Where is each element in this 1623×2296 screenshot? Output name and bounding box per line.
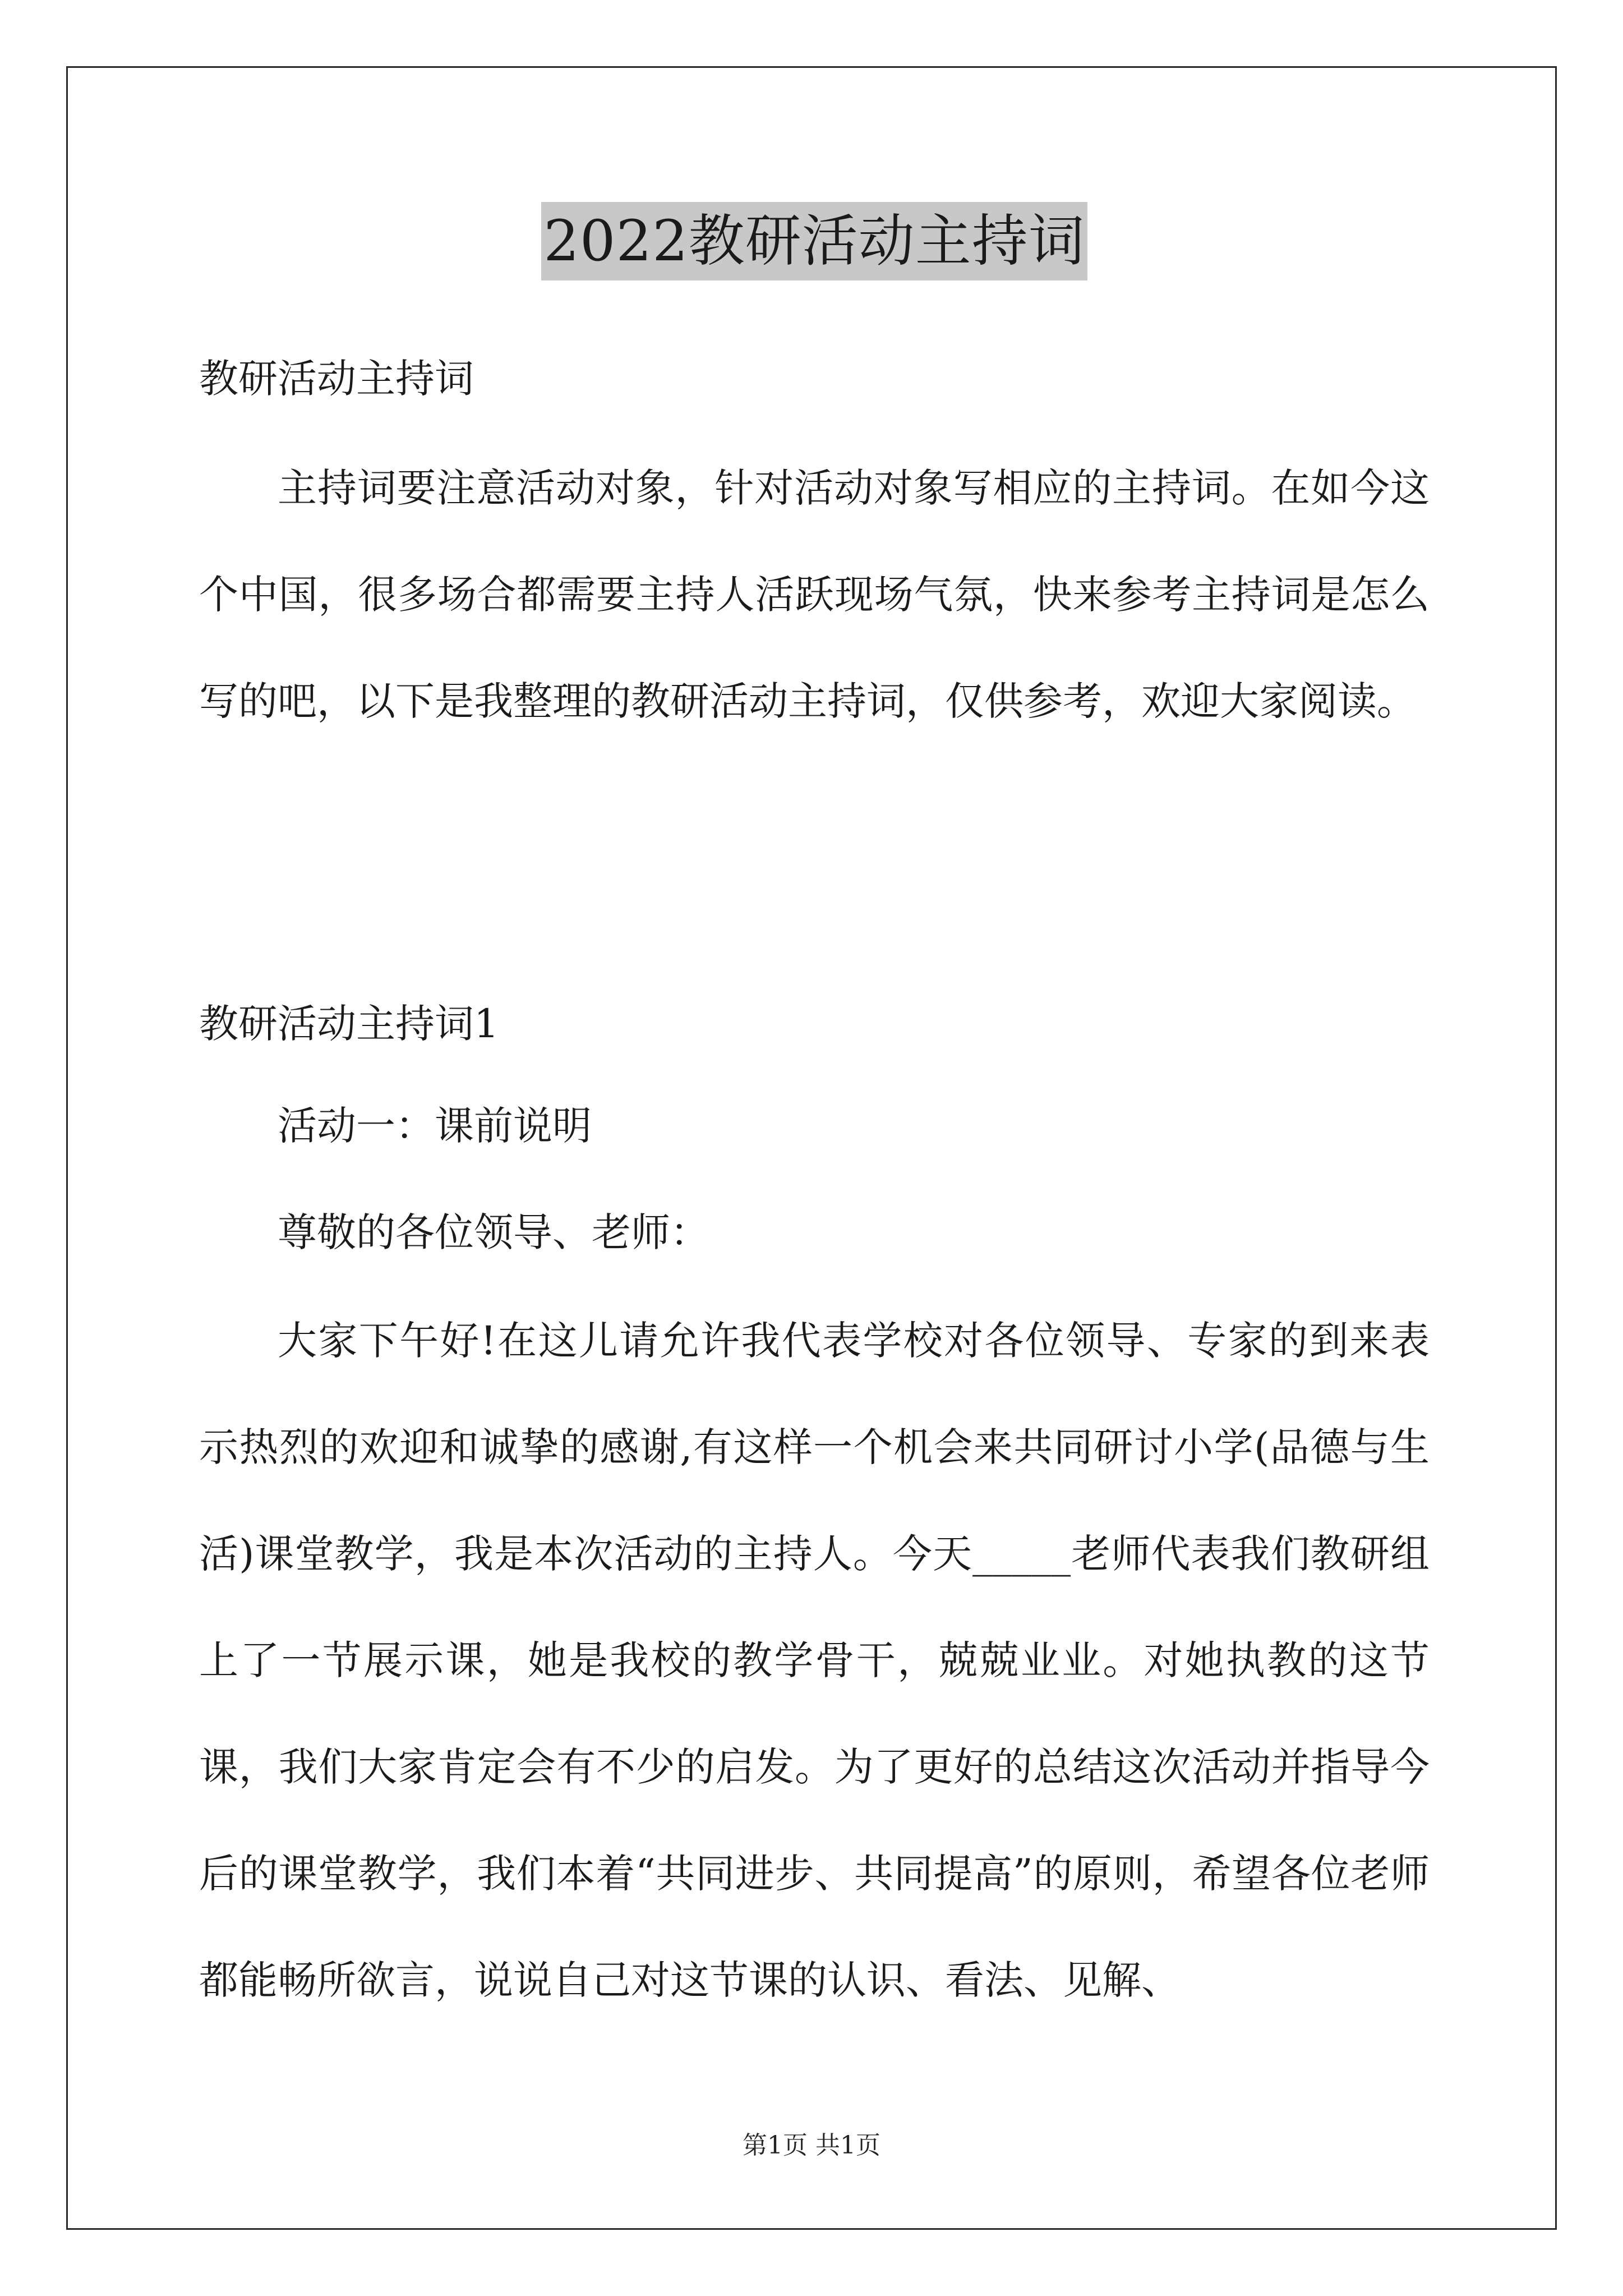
activity-line: 活动一：课前说明 [278,1103,592,1149]
body-paragraph: 大家下午好!在这儿请允许我代表学校对各位领导、专家的到来表示热烈的欢迎和诚挚的感谢,有这样一个机会来共同研讨小学(品德与生活)课堂教学，我是本次活动的主持人。今天_____老师代表我们教研组上了一节展示课，她是我校的教学骨干，兢兢业业。对她执教的这节课，我们大家肯定会有不少的启发。为了更好的总结这次活动并指导今后的课堂教学，我们本着“共同进步、共同提高”的原则，希望各位老师都能畅所欲言，说说自己对这节课的认识、看法、见解、 [199,1318,1430,2003]
greeting-line: 尊敬的各位领导、老师： [278,1209,709,1255]
section-heading: 教研活动主持词1 [199,1001,499,1047]
document-title: 2022教研活动主持词 [541,202,1087,280]
document-subtitle: 教研活动主持词 [199,356,474,402]
title-container [199,202,1430,280]
page-footer: 第1页 共1页 [743,2131,880,2160]
intro-paragraph: 主持词要注意活动对象，针对活动对象写相应的主持词。在如今这个中国，很多场合都需要主持人活跃现场气氛，快来参考主持词是怎么写的吧，以下是我整理的教研活动主持词，仅供参考，欢迎大家阅读。 [199,465,1430,724]
